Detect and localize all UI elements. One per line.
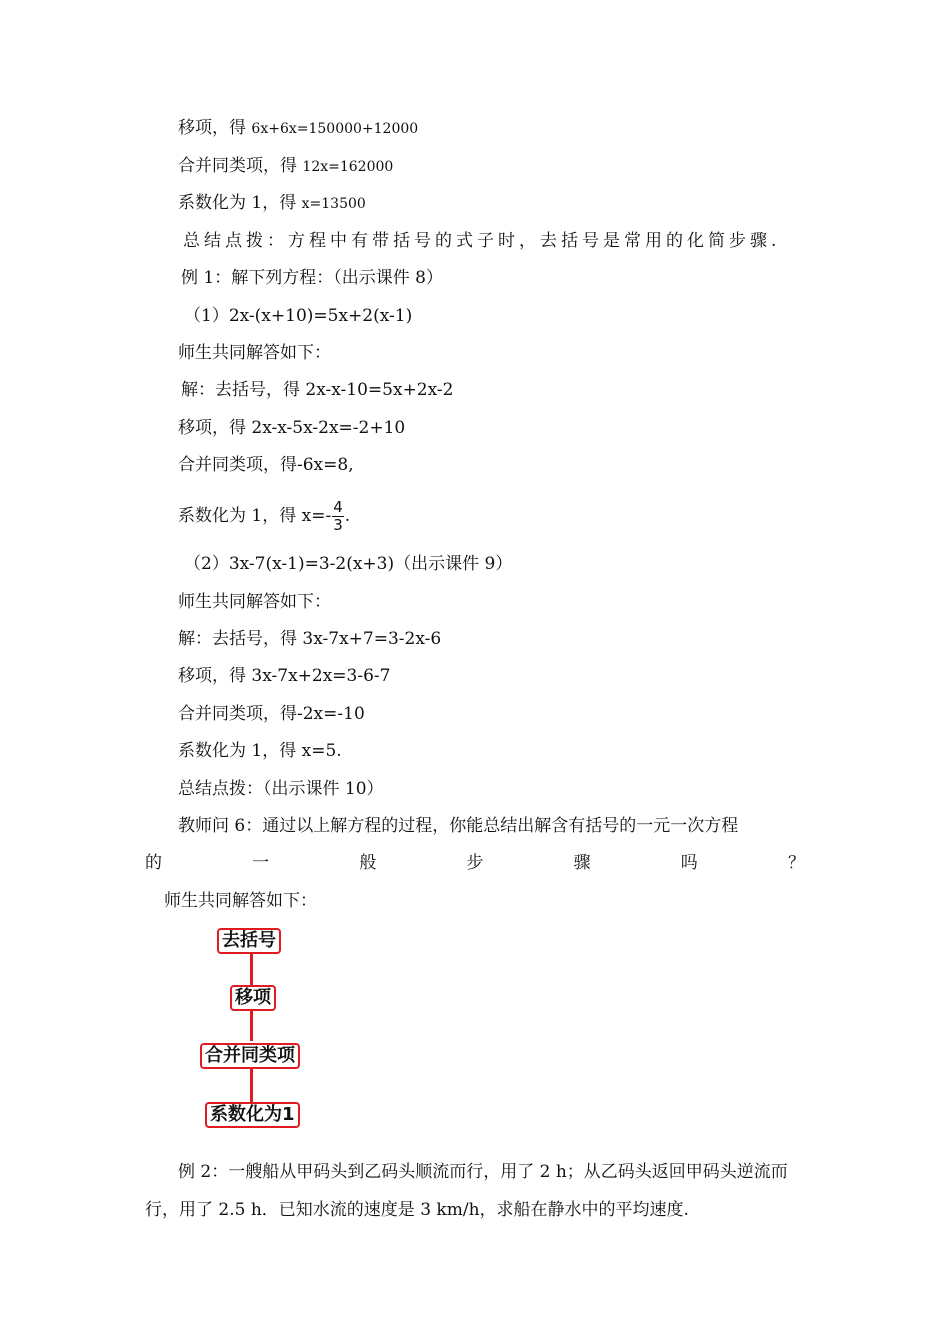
text-line: 系数化为 1，得 x=5. [178,741,342,761]
text-line: 师生共同解答如下： [164,891,317,911]
text-line: 合并同类项，得-2x=-10 [178,704,365,724]
steps-flowchart [150,925,360,1135]
text-line: 系数化为 1，得 x=- $\frac{4}{3}$ . [178,498,351,534]
flow-step-remove-brackets: 去括号 [217,928,281,954]
question-line-continued: 的 一 般 步 骤 吗 ？ [145,853,805,873]
text-line: 解：去括号，得 3x-7x+7=3-2x-6 [178,629,442,649]
equation-2: （2）3x-7(x-1)=3-2(x+3)（出示课件 9） [184,554,513,574]
connector [250,1009,253,1041]
fraction: $\frac{4}{3}$ [333,498,343,534]
flow-step-combine-like-terms: 合并同类项 [200,1043,300,1069]
flow-step-move-terms: 移项 [230,985,276,1011]
example-2-paragraph: 例 2：一艘船从甲码头到乙码头顺流而行，用了 2 h；从乙码头返回甲码头逆流而行，用了 2.5 h．已知水流的速度是 3 km/h，求船在静水中的平均速度. [145,1162,788,1220]
flow-step-coefficient-to-one: 系数化为1 [205,1102,300,1128]
text-line: 师生共同解答如下： [178,592,331,612]
text-line: 总结点拨：（出示课件 10） [178,779,384,799]
text-line: 解：去括号，得 2x-x-10=5x+2x-2 [181,380,454,400]
text-line: 师生共同解答如下： [178,343,331,363]
text-line: 移项，得 6x+6x=150000+12000 [178,118,419,138]
equation-1: （1）2x-(x+10)=5x+2(x-1) [184,306,413,326]
text-line: 系数化为 1，得 x=13500 [178,193,366,213]
text-line: 移项，得 3x-7x+2x=3-6-7 [178,666,391,686]
example-heading: 例 1：解下列方程：（出示课件 8） [181,268,443,288]
connector [250,1067,253,1103]
text-line: 移项，得 2x-x-5x-2x=-2+10 [178,418,406,438]
text-line: 合并同类项，得-6x=8, [178,455,354,475]
question-line: 教师问 6：通过以上解方程的过程，你能总结出解含有括号的一元一次方程 [178,816,739,836]
summary-line: 总结点拨：方程中有带括号的式子时，去括号是常用的化简步骤. [183,231,781,251]
connector [250,952,253,985]
text-line: 合并同类项，得 12x=162000 [178,156,394,176]
